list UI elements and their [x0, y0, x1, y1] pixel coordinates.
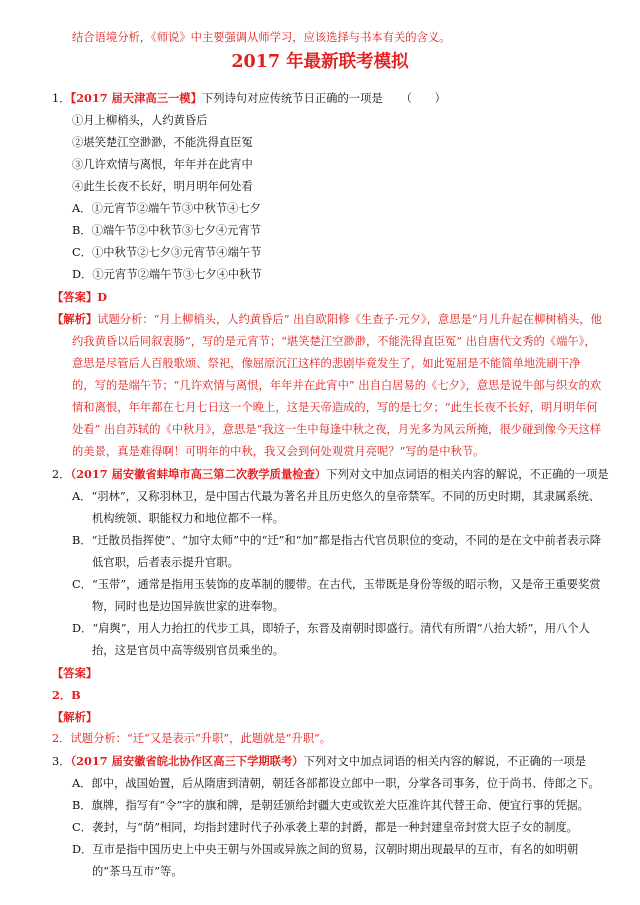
option-a [52, 198, 602, 220]
option-text: 袭封，与“荫”相同，均指封建时代子孙承袭上辈的封爵，都是一种封建皇帝封赏大臣子女的制度。 [91, 821, 578, 834]
answer-value: 2．B [52, 688, 81, 702]
option-label: D． [72, 268, 93, 281]
answer-blank: （ ） [400, 92, 446, 105]
question-stem [52, 750, 602, 773]
option-b [52, 220, 602, 242]
option-label: B． [72, 799, 92, 812]
option-label: D． [72, 622, 93, 635]
question-text: 下列对文中加点词语的相关内容的解说，不正确的一项是 [303, 755, 587, 768]
option-text: “羽林”，又称羽林卫，是中国古代最为著名并且历史悠久的皇帝禁军。不同的历史时期，其隶属系统、机构统领、职能权力和地位都不一样。 [91, 490, 601, 525]
option-c [52, 574, 602, 618]
answer-line [52, 286, 602, 308]
poem-line-3: ③几许欢情与离恨，年年并在此宵中 [72, 158, 253, 171]
option-text: ①中秋节②七夕③元宵节④端午节 [91, 246, 262, 259]
option-label: D． [72, 843, 93, 856]
question-text: 下列诗句对应传统节日正确的一项是 [201, 92, 383, 105]
option-text: 旗牌，指写有“令”字的旗和牌，是朝廷颁给封疆大吏或钦差大臣准许其代替王命、便宜行事的凭据。 [91, 799, 589, 812]
option-b [52, 795, 602, 817]
option-a [52, 486, 602, 530]
option-label: A． [72, 490, 92, 503]
question-stem [52, 463, 609, 486]
question-stem [52, 87, 602, 110]
option-label: C． [72, 821, 92, 834]
poem-line-1: ①月上柳梢头，人约黄昏后 [72, 114, 208, 127]
option-text: “玉带”，通常是指用玉装饰的皮革制的腰带。在古代，玉带既是身份等级的昭示物，又是帝王重要奖赏物，同时也是边国异族世家的进奉物。 [91, 578, 601, 613]
option-label: A． [72, 777, 92, 790]
answer-label: 【答案】 [52, 290, 98, 304]
question-3 [52, 750, 602, 883]
question-source: （2017 届安徽省蚌埠市高三第二次教学质量检查） [70, 467, 327, 481]
question-number: 3． [52, 755, 71, 768]
option-text: ①元宵节②端午节③中秋节④七夕 [91, 202, 261, 215]
analysis-text: 2．试题分析：“迁”又是表示“升职”，此题就是“升职”。 [52, 732, 332, 745]
analysis-label: 【解析】 [52, 312, 98, 326]
poem-line-2: ②堪笑楚江空渺渺，不能洗得直臣冤 [72, 136, 253, 149]
option-d [52, 618, 602, 662]
question-source: （2017 届安徽省皖北协作区高三下学期联考） [70, 754, 304, 768]
option-text: ①端午节②中秋节③七夕④元宵节 [91, 224, 262, 237]
option-b [52, 530, 602, 574]
analysis-paragraph [52, 308, 602, 463]
option-text: 互市是指中国历史上中央王朝与外国或异族之间的贸易，汉朝时期出现最早的互市，有名的如明朝的“茶马互市”等。 [92, 843, 579, 878]
option-a [52, 773, 602, 795]
question-number: 1． [52, 92, 71, 105]
answer-value: D [97, 290, 107, 304]
option-label: C． [72, 578, 92, 591]
question-text: 下列对文中加点词语的相关内容的解说，不正确的一项是 [326, 468, 609, 481]
question-number: 2． [52, 468, 71, 481]
option-c [52, 242, 602, 264]
question-1 [52, 87, 602, 463]
option-text: 郎中，战国始置，后从隋唐到清朝，朝廷各部都设立郎中一职，分掌各司事务，位于尚书、侍郎之下。 [91, 777, 600, 790]
option-text: “迁散员指挥使”、“加守太师”中的“迁”和“加”都是指古代官员职位的变动，不同的是在文中前者表示降低官职，后者表示提升官职。 [91, 534, 601, 569]
option-d [52, 264, 602, 286]
section-title: 2017 年最新联考模拟 [231, 52, 409, 72]
option-d [52, 839, 602, 883]
question-2 [52, 463, 609, 750]
poem-line-4: ④此生长夜不长好，明月明年何处看 [72, 180, 253, 193]
intro-line: 结合语境分析，《师说》中主要强调从师学习，应该选择与书本有关的含义。 [72, 31, 451, 44]
option-text: “肩舆”，用人力抬扛的代步工具，即轿子，东晋及南朝时即盛行。清代有所谓“八抬大轿”，用八个人抬，这是官员中高等级别官员乘坐的。 [92, 622, 590, 657]
option-text: ①元宵节②端午节③七夕④中秋节 [92, 268, 262, 281]
answer-label: 【答案】 [52, 666, 98, 680]
option-label: C． [72, 246, 92, 259]
analysis-text: 试题分析：“月上柳梢头，人约黄昏后” 出自欧阳修《生查子·元夕》，意思是“月儿升起在柳树梢头，他约我黄昏以后同叙衷肠”，写的是元宵节；“堪笑楚江空渺渺，不能洗得直臣冤” 出自唐代文秀的《端午》，意思是尽管后人百般歌颂、祭祀，像屈原沉江这样的悲剧毕竟发生了，如此冤屈是不能简单地洗刷干净的，写的是端午节；“几许欢情与离恨，年年并在此宵中” 出自白居易的《七夕》，意思是说牛郎与织女的欢情和离恨，年年都在七月七日这一个晚上，这是天帝造成的，写的是七夕；“此生长夜不长好，明月明年何处看” 出自苏轼的《中秋月》，意思是“我这一生中每逢中秋之夜，月光多为风云所掩，很少碰到像今天这样的美景，真是难得啊！可明年的中秋，我又会到何处观赏月亮呢？”写的是中秋节。 [72, 313, 602, 458]
option-label: A． [72, 202, 92, 215]
option-c [52, 817, 602, 839]
question-source: 【2017 届天津高三一模】 [70, 91, 202, 105]
analysis-label: 【解析】 [52, 710, 98, 724]
option-label: B． [72, 224, 92, 237]
option-label: B． [72, 534, 92, 547]
